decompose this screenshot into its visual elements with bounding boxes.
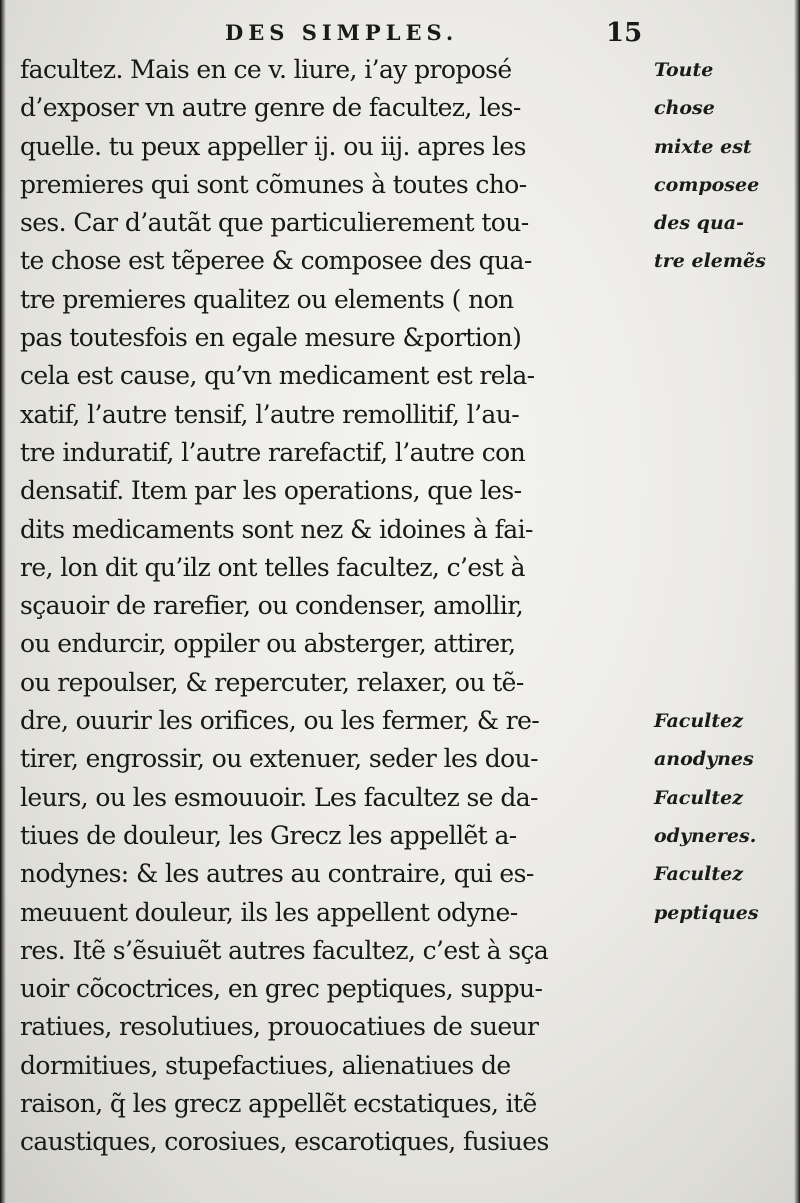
- text-line: sçauoir de rarefier, ou condenser, amollir,: [20, 591, 524, 621]
- marginal-notes: [654, 51, 796, 932]
- text-line: ratiues, resolutiues, prouocatiues de sueur: [20, 1012, 539, 1042]
- text-line: densatif. Item par les operations, que les-: [20, 476, 522, 506]
- text-line: pas toutesfois en egale mesure &portion): [20, 323, 522, 353]
- marginal-note-line: Facultez: [654, 863, 744, 886]
- running-title: DES SIMPLES.: [225, 20, 459, 45]
- text-line: ses. Car d’autãt que particulierement tou-: [20, 208, 529, 238]
- text-line: premieres qui sont cõmunes à toutes cho-: [20, 169, 527, 199]
- text-line: tre induratif, l’autre rarefactif, l’autre con: [20, 437, 526, 467]
- marginal-note-faculties: [654, 702, 796, 932]
- text-line: te chose est tẽperee & composee des qua-: [20, 246, 532, 276]
- text-line: tre premieres qualitez ou elements ( non: [20, 284, 514, 314]
- text-line: dormitiues, stupefactiues, alienatiues de: [20, 1050, 511, 1080]
- main-text-block: [20, 51, 660, 1162]
- text-line: cela est cause, qu’vn medicament est rela-: [20, 361, 535, 391]
- text-line: xatif, l’autre tensif, l’autre remollitif, l’au-: [20, 399, 520, 429]
- marginal-note-line: mixte est: [654, 135, 752, 158]
- marginal-note-line: Facultez: [654, 786, 744, 809]
- text-line: raison, q̃ les grecz appellẽt ecstatiques, itẽ: [20, 1089, 537, 1119]
- text-line: leurs, ou les esmouuoir. Les facultez se da-: [20, 782, 538, 812]
- text-line: meuuent douleur, ils les appellent odyne-: [20, 897, 518, 927]
- text-line: tirer, engrossir, ou extenuer, seder les dou-: [20, 744, 538, 774]
- text-line: dre, ouurir les orifices, ou les fermer, & re-: [20, 706, 540, 736]
- scan-edge-left: [0, 0, 6, 1203]
- marginal-note-line: composee: [654, 173, 760, 196]
- page-number: 15: [606, 18, 643, 48]
- text-line: facultez. Mais en ce v. liure, i’ay proposé: [20, 55, 512, 84]
- text-line: dits medicaments sont nez & idoines à fai-: [20, 514, 533, 544]
- text-line: res. Itẽ s’ẽsuiuẽt autres facultez, c’est à sça: [20, 935, 549, 965]
- marginal-note-line: tre elemẽs: [654, 250, 766, 273]
- marginal-spacer: [654, 281, 796, 702]
- text-line: uoir cõcoctrices, en grec peptiques, suppu-: [20, 974, 543, 1004]
- marginal-note-line: Facultez: [654, 710, 744, 733]
- text-line: tiues de douleur, les Grecz les appellẽt a-: [20, 820, 517, 850]
- text-line: ou endurcir, oppiler ou absterger, attirer,: [20, 629, 516, 659]
- text-line: re, lon dit qu’ilz ont telles facultez, c’est à: [20, 552, 525, 582]
- marginal-note-line: chose: [654, 97, 715, 120]
- marginal-note-elements: [654, 51, 796, 281]
- text-line: quelle. tu peux appeller ij. ou iij. apres les: [20, 131, 526, 161]
- marginal-note-line: odyneres.: [654, 824, 757, 847]
- text-line: caustiques, corosiues, escarotiques, fusiues: [20, 1127, 549, 1157]
- text-line: d’exposer vn autre genre de facultez, les-: [20, 93, 521, 123]
- marginal-note-line: peptiques: [654, 901, 759, 924]
- marginal-note-line: des qua-: [654, 212, 744, 235]
- marginal-note-line: anodynes: [654, 748, 754, 771]
- marginal-note-line: Toute: [654, 59, 714, 81]
- text-line: nodynes: & les autres au contraire, qui es-: [20, 859, 534, 889]
- text-line: ou repoulser, & repercuter, relaxer, ou tẽ-: [20, 667, 524, 697]
